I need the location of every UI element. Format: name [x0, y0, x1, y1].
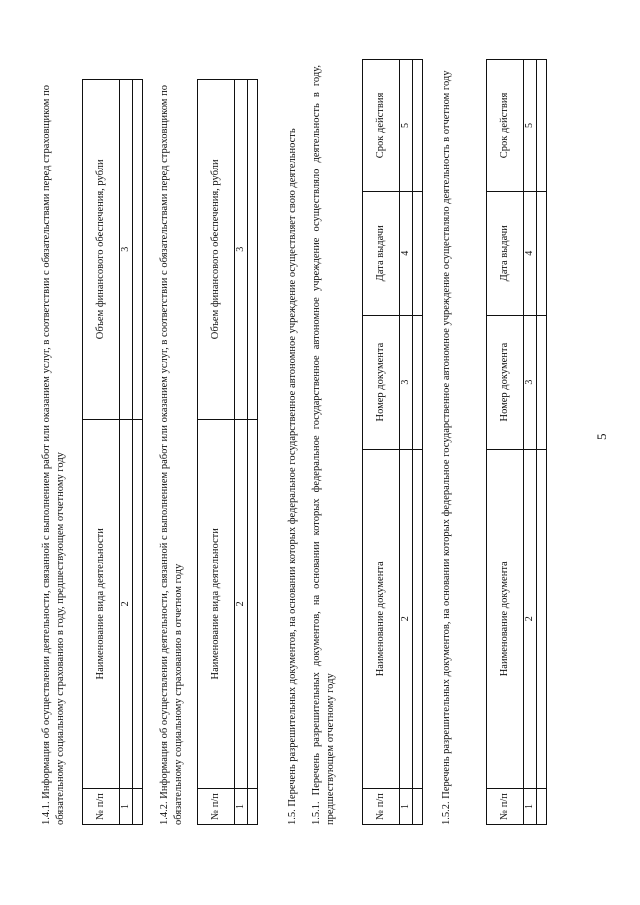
column-header: Дата выдачи	[363, 191, 400, 315]
column-number: 2	[235, 419, 248, 788]
column-header: Объем финансового обеспечения, рубли	[198, 80, 235, 420]
column-number: 1	[235, 789, 248, 825]
column-header: Наименование документа	[487, 449, 524, 789]
table-header-row	[487, 60, 524, 825]
column-number-row	[235, 80, 248, 825]
column-number: 4	[400, 191, 413, 315]
column-number: 1	[400, 789, 413, 825]
column-header: Дата выдачи	[487, 191, 524, 315]
section-1-5-heading: 1.5. Перечень разрешительных документов, на основании которых федеральное государственное автономное учреждение осуществляет свою деятельность	[287, 128, 298, 825]
column-header: Номер документа	[363, 315, 400, 449]
column-header: Срок действия	[487, 60, 524, 192]
column-header: № п/п	[363, 789, 400, 825]
table-header-row	[83, 80, 120, 825]
column-header: Наименование документа	[363, 449, 400, 789]
column-number: 2	[120, 419, 133, 788]
column-number: 3	[400, 315, 413, 449]
column-number: 4	[524, 191, 537, 315]
column-number: 2	[400, 449, 413, 789]
page-number: 5	[594, 433, 609, 440]
column-number: 2	[524, 449, 537, 789]
column-header: Наименование вида деятельности	[83, 419, 120, 788]
table-row	[248, 80, 258, 825]
column-header: Объем финансового обеспечения, рубли	[83, 80, 120, 420]
table-1-4-2	[197, 79, 258, 825]
table-row	[413, 60, 423, 825]
section-1-4-1-heading: 1.4.1. Информация об осуществлении деятельности, связанной с выполнением работ или оказанием услуг, в соответствии с обязательствами перед страховщиком по обязательному социальному страхованию в году, предшествующем отчетному году	[41, 85, 66, 825]
table-row	[537, 60, 547, 825]
table-header-row	[198, 80, 235, 825]
column-number: 3	[120, 80, 133, 420]
section-1-5-1-heading: 1.5.1. Перечень разрешительных документов, на основании которых федеральное государственное автономное учреждение осуществляло деятельность в году, предшествующем отчетному году	[311, 65, 336, 825]
column-number-row	[120, 80, 133, 825]
column-number-row	[524, 60, 537, 825]
column-header: № п/п	[83, 789, 120, 825]
column-number-row	[400, 60, 413, 825]
column-header: № п/п	[198, 789, 235, 825]
column-header: № п/п	[487, 789, 524, 825]
column-number: 3	[235, 80, 248, 420]
table-header-row	[363, 60, 400, 825]
column-number: 1	[120, 789, 133, 825]
column-number: 1	[524, 789, 537, 825]
table-1-5-2	[486, 59, 547, 825]
table-1-4-1	[82, 79, 143, 825]
column-header: Наименование вида деятельности	[198, 419, 235, 788]
section-1-5-2-heading: 1.5.2. Перечень разрешительных документов, на основании которых федеральное государственное автономное учреждение осуществляло деятельность в отчетном году	[441, 70, 452, 825]
column-number: 5	[400, 60, 413, 192]
table-row	[133, 80, 143, 825]
table-1-5-1	[362, 59, 423, 825]
column-number: 5	[524, 60, 537, 192]
column-number: 3	[524, 315, 537, 449]
column-header: Срок действия	[363, 60, 400, 192]
column-header: Номер документа	[487, 315, 524, 449]
section-1-4-2-heading: 1.4.2. Информация об осуществлении деятельности, связанной с выполнением работ или оказанием услуг, в соответствии с обязательствами перед страховщиком по обязательному социальному страхованию в отчетном году	[159, 85, 184, 825]
